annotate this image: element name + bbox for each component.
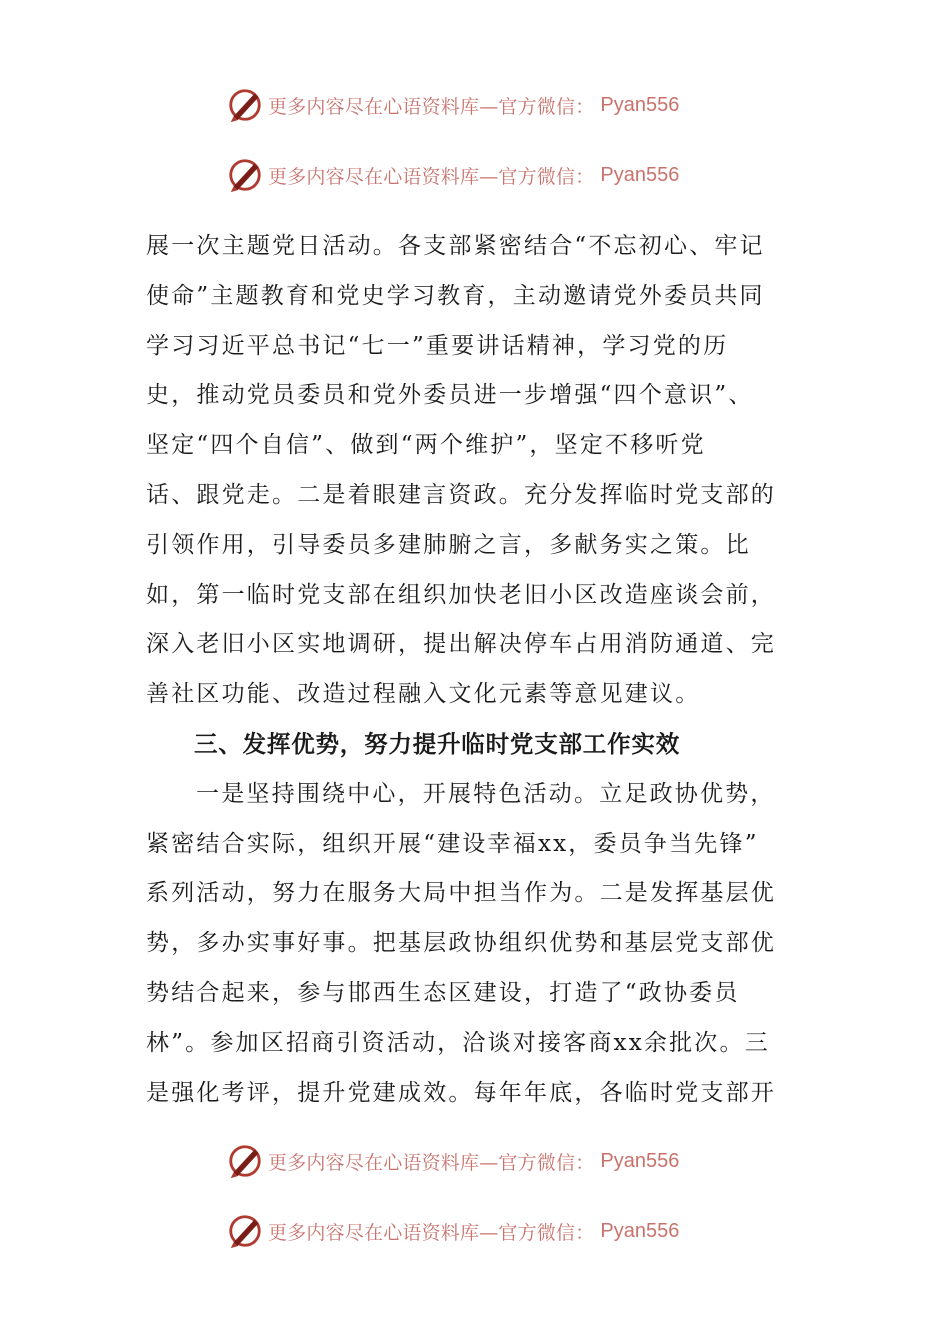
paragraph-line: 话、跟党走。二是着眼建言资政。充分发挥临时党支部的 [146, 481, 776, 508]
document-body [146, 222, 806, 1118]
watermark-text: 更多内容尽在心语资料库—官方微信： [268, 1151, 595, 1174]
watermark-banner [226, 85, 679, 125]
watermark-banner [226, 1211, 679, 1251]
paragraph-line: 坚定“四个自信”、做到“两个维护”，坚定不移听党 [146, 432, 706, 459]
watermark-text: 更多内容尽在心语资料库—官方微信： [268, 95, 595, 118]
paragraph-line: 如，第一临时党支部在组织加快老旧小区改造座谈会前， [146, 581, 776, 608]
watermark-text: 更多内容尽在心语资料库—官方微信： [268, 1221, 595, 1244]
paragraph-line: 是强化考评，提升党建成效。每年年底，各临时党支部开 [146, 1079, 776, 1106]
section-heading: 三、发挥优势，努力提升临时党支部工作实效 [194, 729, 680, 758]
paragraph-line: 系列活动，努力在服务大局中担当作为。二是发挥基层优 [146, 880, 776, 907]
watermark-id: Pyan556 [600, 1219, 680, 1242]
paragraph-line: 学习习近平总书记“七一”重要讲话精神，学习党的历 [146, 332, 729, 359]
paragraph-line: 史，推动党员委员和党外委员进一步增强“四个意识”、 [146, 382, 754, 409]
paragraph-line: 势，多办实事好事。把基层政协组织优势和基层党支部优 [146, 930, 776, 957]
paragraph-line: 势结合起来，参与邯西生态区建设，打造了“政协委员 [146, 979, 740, 1006]
watermark-id: Pyan556 [600, 1149, 680, 1172]
pen-logo-icon [226, 156, 264, 194]
pen-logo-icon [226, 86, 264, 124]
paragraph-line: 善社区功能、改造过程融入文化元素等意见建议。 [146, 681, 701, 708]
pen-logo-icon [226, 1142, 264, 1180]
paragraph-line: 使命”主题教育和党史学习教育，主动邀请党外委员共同 [146, 282, 765, 309]
paragraph-line: 一是坚持围绕中心，开展特色活动。立足政协优势， [196, 780, 776, 807]
paragraph-line: 展一次主题党日活动。各支部紧密结合“不忘初心、牢记 [146, 233, 765, 259]
paragraph-line: 深入老旧小区实地调研，提出解决停车占用消防通道、完 [146, 631, 776, 658]
pen-logo-icon [226, 1212, 264, 1250]
paragraph-line: 林”。参加区招商引资活动，洽谈对接客商xx余批次。三 [146, 1029, 770, 1056]
paragraph-line: 引领作用，引导委员多建肺腑之言，多献务实之策。比 [146, 531, 751, 558]
watermark-id: Pyan556 [600, 163, 680, 186]
watermark-banner [226, 155, 679, 195]
paragraph-line: 紧密结合实际，组织开展“建设幸福xx，委员争当先锋” [146, 830, 759, 857]
watermark-text: 更多内容尽在心语资料库—官方微信： [268, 165, 595, 188]
watermark-banner [226, 1141, 679, 1181]
watermark-id: Pyan556 [600, 93, 680, 116]
